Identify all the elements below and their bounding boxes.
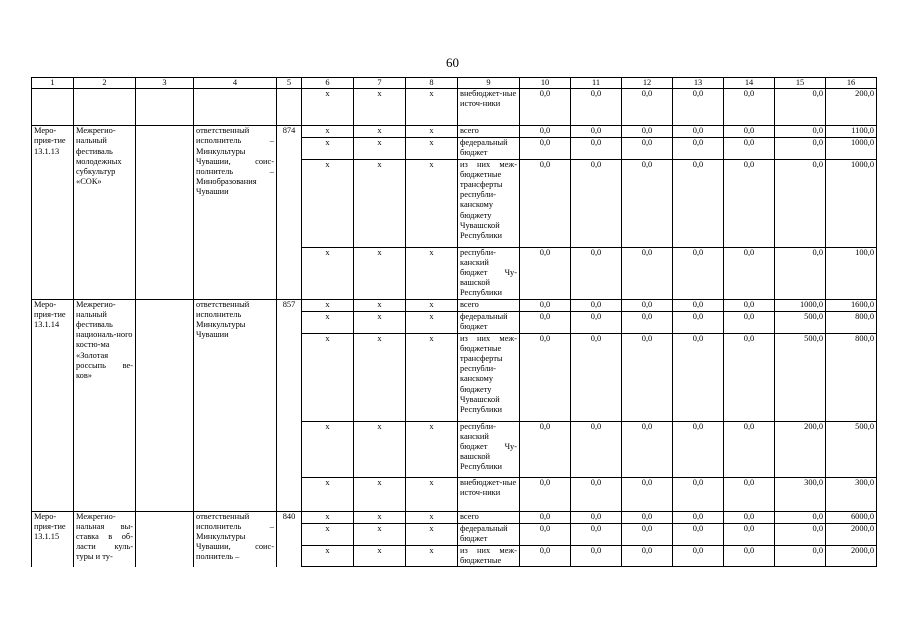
header-cell: 10 [520,78,571,89]
value-cell: 0,0 [520,511,571,523]
value-cell: 0,0 [622,299,673,311]
value-cell: 200,0 [775,421,826,477]
value-cell: 0,0 [724,89,775,126]
funding-source-cell: республи-канский бюджет Чу-вашской Республики [458,421,520,477]
value-cell: 0,0 [622,511,673,523]
cell-col8: х [406,545,458,566]
value-cell: 0,0 [520,89,571,126]
cell-col6: х [302,311,354,333]
value-cell: 0,0 [673,299,724,311]
table-body [32,89,877,567]
value-cell: 200,0 [826,89,877,126]
header-row [32,78,877,89]
cell-col8: х [406,333,458,421]
value-cell: 0,0 [724,126,775,138]
value-cell: 0,0 [571,421,622,477]
value-cell: 0,0 [622,421,673,477]
value-cell: 0,0 [571,159,622,247]
cell-col6: х [302,523,354,545]
value-cell: 0,0 [571,299,622,311]
value-cell: 0,0 [622,545,673,566]
value-cell: 0,0 [571,333,622,421]
funding-source-cell: из них меж-бюджетные [458,545,520,566]
value-cell: 0,0 [775,89,826,126]
funding-source-cell: из них меж-бюджетные трансферты республи-канскому бюджету Чувашской Республики [458,333,520,421]
value-cell: 0,0 [724,311,775,333]
event-name-cell: Межрегио-нальный фестиваль националь-ного костю-ма «Золотая россыпь ве-ков» [74,299,136,511]
value-cell: 0,0 [571,545,622,566]
header-cell: 9 [458,78,520,89]
executor-cell: ответственный исполнитель – Минкультуры Чувашии, соис-полнитель – Минобразования Чувашии [194,126,277,299]
header-cell: 8 [406,78,458,89]
value-cell: 0,0 [673,333,724,421]
code-cell: 874 [277,126,302,299]
value-cell: 0,0 [571,89,622,126]
value-cell: 100,0 [826,247,877,299]
value-cell: 0,0 [673,545,724,566]
value-cell: 0,0 [622,523,673,545]
header-cell: 14 [724,78,775,89]
cell-col6: х [302,421,354,477]
cell-col6: х [302,126,354,138]
value-cell: 0,0 [571,247,622,299]
value-cell: 300,0 [826,477,877,511]
cell-col8: х [406,247,458,299]
header-cell: 5 [277,78,302,89]
header-cell: 7 [354,78,406,89]
value-cell: 0,0 [520,247,571,299]
value-cell: 0,0 [673,138,724,159]
value-cell: 0,0 [775,545,826,566]
event-cell: Меро-прия-тие 13.1.15 [32,511,74,566]
funding-source-cell: всего [458,299,520,311]
value-cell: 0,0 [673,247,724,299]
value-cell: 0,0 [622,333,673,421]
value-cell: 0,0 [520,138,571,159]
value-cell: 0,0 [520,523,571,545]
value-cell: 0,0 [724,545,775,566]
funding-source-cell: внебюджет-ные источ-ники [458,477,520,511]
cell-col8: х [406,126,458,138]
code-cell: 840 [277,511,302,566]
code-cell [277,89,302,126]
value-cell: 0,0 [673,421,724,477]
cell-col7: х [354,138,406,159]
cell-col6: х [302,545,354,566]
value-cell: 0,0 [622,159,673,247]
value-cell: 0,0 [673,89,724,126]
value-cell: 0,0 [520,299,571,311]
cell-col7: х [354,545,406,566]
col3-cell [136,89,194,126]
value-cell: 1000,0 [826,159,877,247]
value-cell: 0,0 [571,523,622,545]
cell-col7: х [354,89,406,126]
cell-col8: х [406,421,458,477]
value-cell: 300,0 [775,477,826,511]
value-cell: 1000,0 [775,299,826,311]
value-cell: 0,0 [520,126,571,138]
value-cell: 0,0 [724,159,775,247]
cell-col6: х [302,159,354,247]
value-cell: 0,0 [724,523,775,545]
value-cell: 0,0 [775,159,826,247]
value-cell: 500,0 [826,421,877,477]
value-cell: 1100,0 [826,126,877,138]
funding-source-cell: федеральный бюджет [458,311,520,333]
header-cell: 15 [775,78,826,89]
value-cell: 0,0 [724,333,775,421]
header-cell: 16 [826,78,877,89]
value-cell: 0,0 [520,333,571,421]
event-name-cell: Межрегио-нальная вы-ставка в об-ласти куль-туры и ту- [74,511,136,566]
value-cell: 0,0 [673,511,724,523]
cell-col6: х [302,138,354,159]
cell-col8: х [406,159,458,247]
table-row [32,299,877,311]
value-cell: 500,0 [775,311,826,333]
value-cell: 1000,0 [826,138,877,159]
cell-col8: х [406,299,458,311]
cell-col6: х [302,511,354,523]
event-name-cell [74,89,136,126]
cell-col7: х [354,511,406,523]
funding-source-cell: внебюджет-ные источ-ники [458,89,520,126]
header-cell: 4 [194,78,277,89]
cell-col6: х [302,477,354,511]
value-cell: 0,0 [673,159,724,247]
value-cell: 0,0 [520,477,571,511]
value-cell: 500,0 [775,333,826,421]
value-cell: 0,0 [724,299,775,311]
cell-col7: х [354,477,406,511]
header-cell: 11 [571,78,622,89]
value-cell: 0,0 [724,511,775,523]
value-cell: 0,0 [775,138,826,159]
cell-col8: х [406,511,458,523]
event-cell: Меро-прия-тие 13.1.14 [32,299,74,511]
table-row [32,89,877,126]
value-cell: 0,0 [520,421,571,477]
cell-col8: х [406,523,458,545]
header-cell: 13 [673,78,724,89]
value-cell: 0,0 [571,138,622,159]
col3-cell [136,126,194,299]
table-row [32,126,877,138]
value-cell: 0,0 [622,138,673,159]
cell-col6: х [302,299,354,311]
value-cell: 0,0 [775,523,826,545]
cell-col8: х [406,477,458,511]
col3-cell [136,511,194,566]
value-cell: 2000,0 [826,545,877,566]
value-cell: 0,0 [622,126,673,138]
value-cell: 1600,0 [826,299,877,311]
funding-source-cell: из них меж-бюджетные трансферты республи-канскому бюджету Чувашской Республики [458,159,520,247]
code-cell: 857 [277,299,302,511]
cell-col6: х [302,333,354,421]
value-cell: 0,0 [724,138,775,159]
value-cell: 0,0 [571,126,622,138]
cell-col7: х [354,421,406,477]
value-cell: 6000,0 [826,511,877,523]
value-cell: 800,0 [826,311,877,333]
funding-source-cell: федеральный бюджет [458,523,520,545]
cell-col8: х [406,138,458,159]
cell-col7: х [354,126,406,138]
cell-col7: х [354,159,406,247]
header-cell: 6 [302,78,354,89]
value-cell: 0,0 [724,421,775,477]
event-name-cell: Межрегио-нальный фестиваль молодежных субкультур «СОК» [74,126,136,299]
value-cell: 0,0 [622,247,673,299]
funding-source-cell: республи-канский бюджет Чу-вашской Республики [458,247,520,299]
cell-col6: х [302,89,354,126]
value-cell: 0,0 [520,159,571,247]
col3-cell [136,299,194,511]
budget-table [31,77,877,567]
value-cell: 0,0 [571,477,622,511]
value-cell: 0,0 [571,311,622,333]
value-cell: 0,0 [775,247,826,299]
funding-source-cell: всего [458,126,520,138]
value-cell: 0,0 [622,89,673,126]
cell-col8: х [406,311,458,333]
value-cell: 0,0 [673,523,724,545]
executor-cell: ответственный исполнитель – Минкультуры Чувашии, соис-полнитель – [194,511,277,566]
value-cell: 0,0 [520,545,571,566]
funding-source-cell: федеральный бюджет [458,138,520,159]
header-cell: 1 [32,78,74,89]
event-cell [32,89,74,126]
value-cell: 0,0 [673,477,724,511]
cell-col7: х [354,333,406,421]
header-cell: 12 [622,78,673,89]
cell-col7: х [354,523,406,545]
value-cell: 0,0 [724,477,775,511]
cell-col7: х [354,299,406,311]
value-cell: 0,0 [571,511,622,523]
value-cell: 0,0 [673,126,724,138]
cell-col6: х [302,247,354,299]
header-cell: 2 [74,78,136,89]
value-cell: 0,0 [775,511,826,523]
executor-cell: ответственный исполнитель Минкультуры Чувашии [194,299,277,511]
executor-cell [194,89,277,126]
value-cell: 800,0 [826,333,877,421]
value-cell: 0,0 [622,311,673,333]
value-cell: 0,0 [673,311,724,333]
page-number: 60 [446,55,459,70]
value-cell: 2000,0 [826,523,877,545]
value-cell: 0,0 [775,126,826,138]
header-cell: 3 [136,78,194,89]
table-row [32,511,877,523]
value-cell: 0,0 [724,247,775,299]
funding-source-cell: всего [458,511,520,523]
value-cell: 0,0 [622,477,673,511]
value-cell: 0,0 [520,311,571,333]
cell-col8: х [406,89,458,126]
cell-col7: х [354,311,406,333]
event-cell: Меро-прия-тие 13.1.13 [32,126,74,299]
cell-col7: х [354,247,406,299]
